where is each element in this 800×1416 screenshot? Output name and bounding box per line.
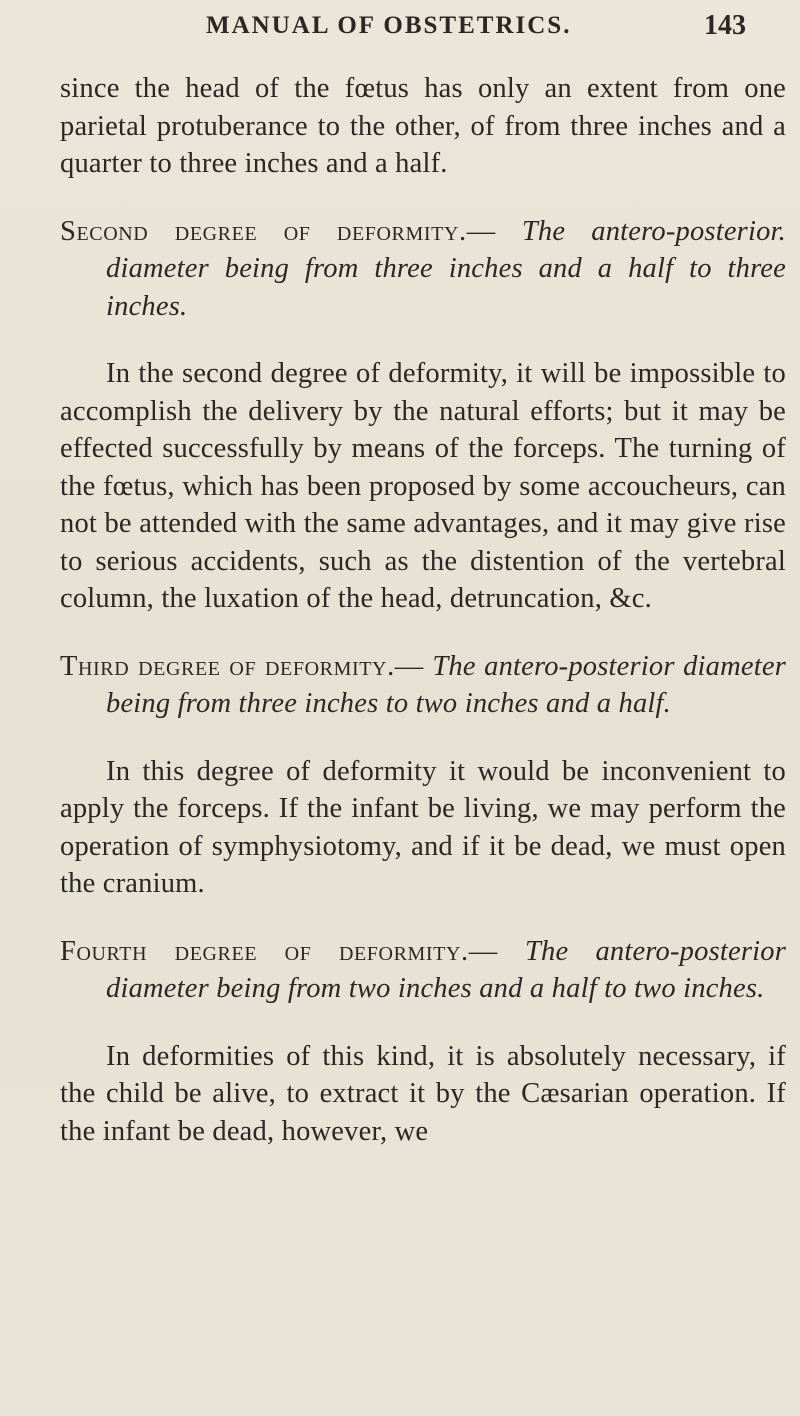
heading-text: The antero-posterior. diameter being from three inches and a half to three inches. [106, 215, 786, 322]
section-heading-third-degree [60, 648, 786, 723]
heading-label: Fourth degree of deformity.— [60, 935, 498, 967]
heading-text: The antero-posterior diameter being from two inches and a half to two inches. [106, 935, 786, 1004]
section-heading-second-degree [60, 213, 786, 326]
heading-label: Second degree of deformity.— [60, 215, 496, 247]
body-text [60, 70, 786, 1150]
section-heading-fourth-degree [60, 933, 786, 1008]
paragraph-continuation: since the head of the fœtus has only an extent from one parietal protuberance to the other, of from three inches and a quarter to three inches and a half. [60, 73, 786, 179]
paragraph-second-degree: In the second degree of deformity, it will be impossible to accomplish the delivery by the natural efforts; but it may be effected successfully by means of the forceps. The turning of the fœtus, which has been proposed by some accoucheurs, can not be attended with the same advantages, and it may give rise to serious accidents, such as the distention of the vertebral column, the luxation of the head, detruncation, &c. [60, 358, 786, 614]
running-head [0, 8, 800, 48]
paragraph-fourth-degree: In deformities of this kind, it is absolutely necessary, if the child be alive, to extract it by the Cæsarian operation. If the infant be dead, however, we [60, 1040, 786, 1147]
page-number: 143 [704, 10, 746, 41]
paragraph-third-degree: In this degree of deformity it would be inconvenient to apply the forceps. If the infant be living, we may perform the operation of symphysiotomy, and if it be dead, we must open the cranium. [60, 755, 786, 899]
heading-text: The antero-posterior diameter being from three inches to two inches and a half. [106, 650, 787, 719]
heading-label: Third degree of deformity.— [60, 650, 424, 682]
running-head-title: MANUAL OF OBSTETRICS. [206, 12, 572, 39]
